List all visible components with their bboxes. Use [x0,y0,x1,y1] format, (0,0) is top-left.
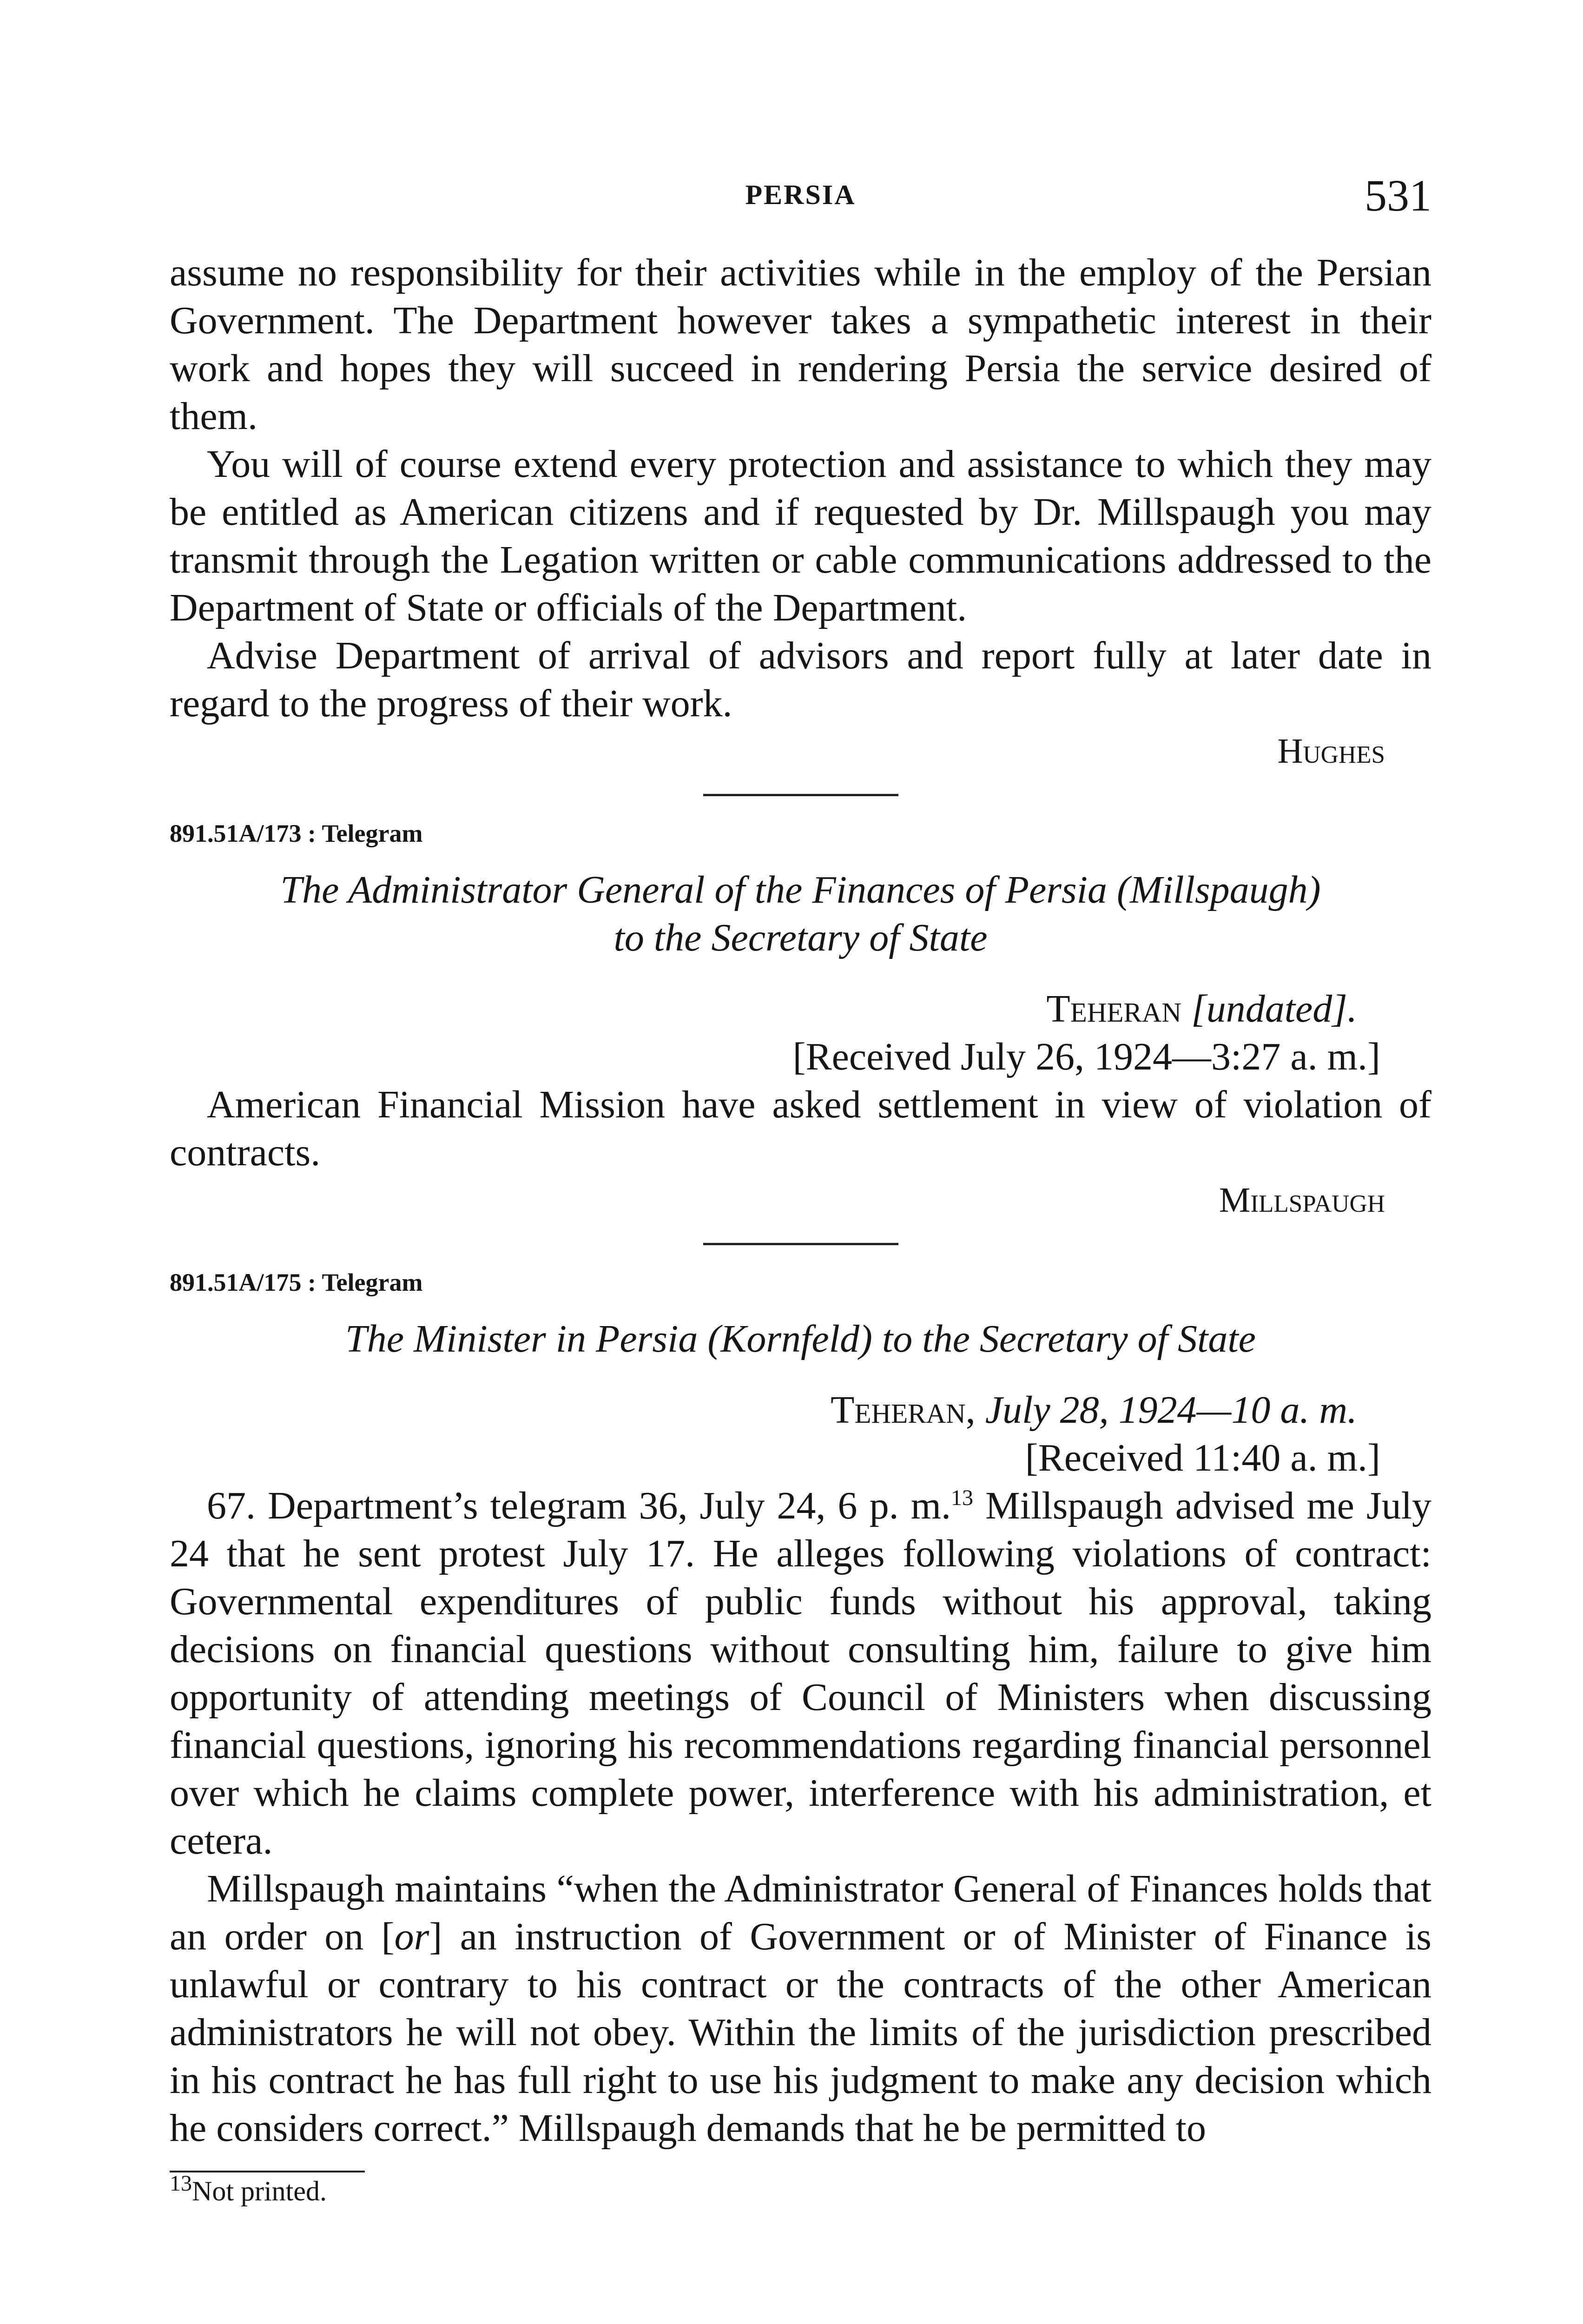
section-divider [703,794,898,796]
paragraph: Advise Department of arrival of advisors and report fully at later date in regard to the progress of their work. [170,634,1431,725]
page-body [170,249,1431,2210]
signature-millspaugh: Millspaugh [1219,1181,1385,1220]
document-title [170,866,1431,962]
dateline [170,985,1431,1033]
file-reference: 891.51A/173 : Telegram [170,819,423,847]
paragraph-text: Millspaugh advised me July 24 that he sent protest July 17. He alleges following violations of contract: Governmental expenditures of public funds without his approval, taking decisions on financial questions without consulting him, failure to give him opportunity of attending meetings of Council of Ministers when discussing financial questions, ignoring his recommendations regarding financial personnel over which he claims complete power, interference with his administration, et cetera. [170,1484,1432,1862]
dateline-date: [undated]. [1191,987,1357,1030]
section-divider [703,1243,898,1245]
paragraph-text: 67. Department’s telegram 36, July 24, 6 p. m. [207,1484,951,1527]
dateline-place: Teheran, [831,1388,976,1432]
signature-hughes: Hughes [1277,732,1385,771]
document-title: The Minister in Persia (Kornfeld) to the Secretary of State [345,1317,1256,1360]
dateline [170,1386,1431,1434]
paragraph: assume no responsibility for their activities while in the employ of the Persian Government. The Department however takes a sympathetic interest in their work and hopes they will succeed in rendering Persia the service desired of them. [170,251,1431,438]
document-title-line: The Administrator General of the Finances of Persia (Millspaugh) [280,868,1321,911]
paragraph [170,1482,1431,1865]
paragraph: American Financial Mission have asked settlement in view of violation of contracts. [170,1083,1431,1174]
received-line: [Received 11:40 a. m.] [1025,1436,1380,1479]
file-reference: 891.51A/175 : Telegram [170,1268,423,1296]
paragraph: Millspaugh maintains “when the Administrator General of Finances holds that an order on [or] an instruction of Government or of Minister of Finance is unlawful or contrary to his contract or the contracts of the other American administrators he will not obey. Within the limits of the jurisdiction prescribed in his contract he has full right to use his judgment to make any decision which he considers correct.” Millspaugh demands that he be permitted to [170,1867,1431,2150]
dateline-place: Teheran [1046,987,1181,1030]
paragraph-text: Millspaugh maintains “when the Administrator General of Finances holds that an order on [170,1867,1431,1958]
editorial-insertion: or [394,1915,429,1958]
footnote-text: Not printed. [192,2176,327,2206]
document-title-line: to the Secretary of State [613,916,988,959]
paragraph-text: an instruction of Government or of Minister of Finance is unlawful or contrary to his contract or the contracts of the other American administrators he will not obey. Within the limits of the jurisdiction prescribed in his contract he has full right to use his judgment to make any decision which he considers correct.” Millspaugh demands that he be permitted to [170,1915,1431,2150]
running-title: PERSIA [745,179,856,210]
received-line: [Received July 26, 1924—3:27 a. m.] [792,1035,1380,1078]
page-number: 531 [1365,171,1431,220]
dateline-date: July 28, 1924—10 a. m. [985,1388,1357,1432]
running-head [170,170,1431,220]
paragraph: You will of course extend every protection and assistance to which they may be entitled as American citizens and if requested by Dr. Millspaugh you may transmit through the Legation written or cable communications addressed to the Department of State or officials of the Department. [170,442,1431,629]
footnote-reference: 13 [950,1486,973,1510]
footnote-marker: 13 [170,2171,192,2196]
footnote [170,2172,1431,2210]
